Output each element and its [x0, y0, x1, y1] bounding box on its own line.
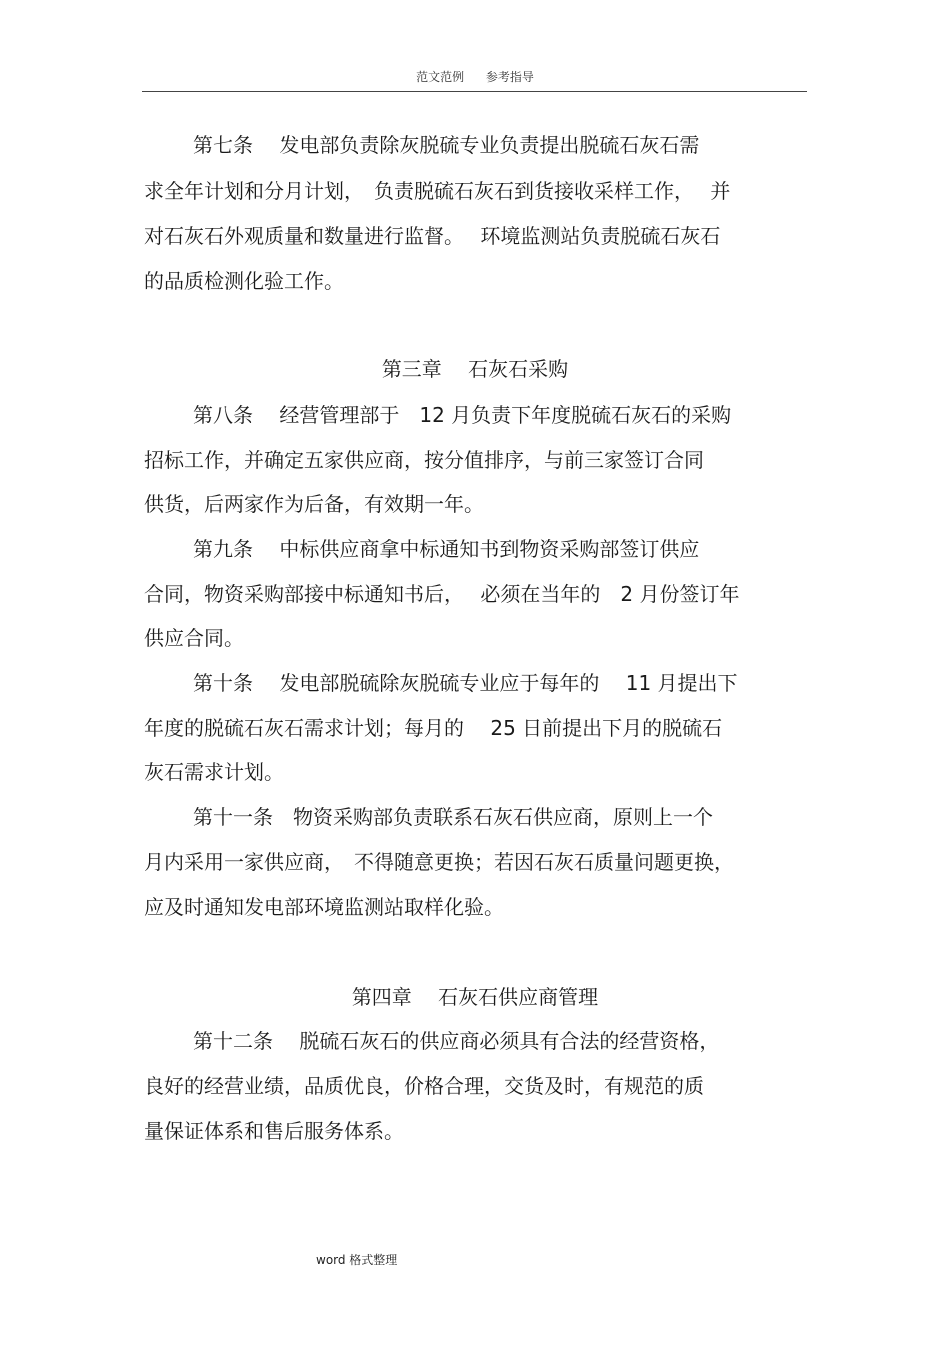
article-12-line-1: 第十二条 脱硫石灰石的供应商必须具有合法的经营资格， — [193, 1029, 720, 1053]
chapter-4-heading: 第四章 石灰石供应商管理 — [351, 985, 599, 1009]
article-10-line-1: 第十条 发电部脱硫除灰脱硫专业应于每年的 11 月提出下 — [193, 671, 738, 695]
article-8-line-2: 招标工作，并确定五家供应商，按分值排序，与前三家签订合同 — [144, 448, 704, 472]
article-7-line-4: 的品质检测化验工作。 — [144, 269, 344, 293]
article-11-line-3: 应及时通知发电部环境监测站取样化验。 — [144, 895, 504, 919]
header-divider — [142, 91, 807, 92]
article-7-line-2: 求全年计划和分月计划， 负责脱硫石灰石到货接收采样工作， 并 — [144, 179, 731, 203]
article-11-line-1: 第十一条 物资采购部负责联系石灰石供应商，原则上一个 — [193, 805, 713, 829]
article-12-line-3: 量保证体系和售后服务体系。 — [144, 1119, 404, 1143]
article-7-line-1: 第七条 发电部负责除灰脱硫专业负责提出脱硫石灰石需 — [193, 133, 700, 157]
article-11-line-2: 月内采用一家供应商， 不得随意更换；若因石灰石质量问题更换， — [144, 850, 734, 874]
article-7-line-3: 对石灰石外观质量和数量进行监督。 环境监测站负责脱硫石灰石 — [144, 224, 721, 248]
article-10-line-3: 灰石需求计划。 — [144, 760, 284, 784]
article-12-line-2: 良好的经营业绩，品质优良，价格合理，交货及时，有规范的质 — [144, 1074, 704, 1098]
page-footer: word 格式整理 — [316, 1253, 398, 1267]
article-9-line-1: 第九条 中标供应商拿中标通知书到物资采购部签订供应 — [193, 537, 700, 561]
article-9-line-3: 供应合同。 — [144, 626, 244, 650]
article-8-line-1: 第八条 经营管理部于 12 月负责下年度脱硫石灰石的采购 — [193, 403, 732, 427]
article-8-line-3: 供货，后两家作为后备，有效期一年。 — [144, 492, 484, 516]
header-left-text: 范文范例 — [416, 70, 465, 84]
chapter-3-heading: 第三章 石灰石采购 — [381, 357, 569, 381]
page-header — [0, 68, 950, 85]
header-right-text: 参考指导 — [485, 70, 534, 84]
article-10-line-2: 年度的脱硫石灰石需求计划；每月的 25 日前提出下月的脱硫石 — [144, 716, 723, 740]
article-9-line-2: 合同，物资采购部接中标通知书后， 必须在当年的 2 月份签订年 — [144, 582, 740, 606]
